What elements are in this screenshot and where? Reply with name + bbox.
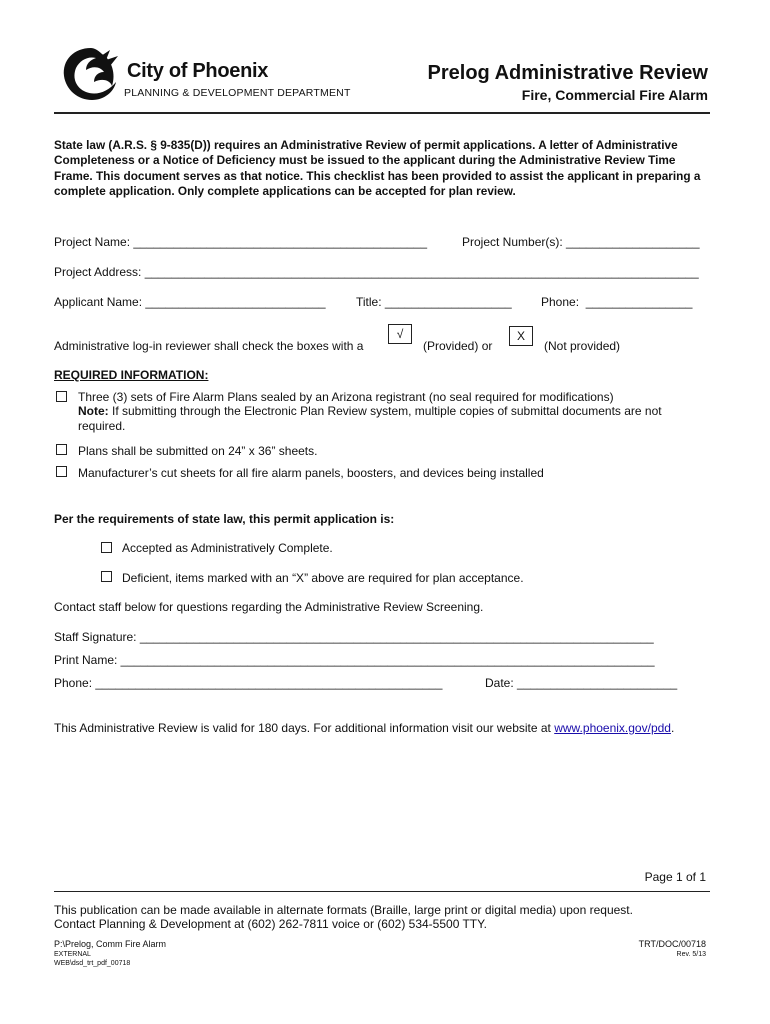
applicant-name-field[interactable]: Applicant Name: ___________________________ (54, 295, 326, 309)
web-path: WEB\dsd_trt_pdf_00718 (54, 960, 131, 967)
validity-end: . (670, 721, 675, 735)
org-name: City of Phoenix (127, 60, 269, 82)
validity-text: This Administrative Review is valid for 180 days. For additional information visit our website at (54, 721, 555, 735)
project-address-field[interactable]: Project Address: ___________________________________________________________________________________ (54, 265, 699, 279)
required-item-1-text: Three (3) sets of Fire Alarm Plans sealed by an Arizona registrant (no seal required for modifications) (78, 390, 614, 404)
accepted-label: Accepted as Administratively Complete. (122, 541, 333, 555)
validity-statement (54, 721, 674, 735)
required-item-2-checkbox[interactable] (56, 444, 67, 455)
publication-notice-line-1: This publication can be made available in alternate formats (Braille, large print or digital media) upon request. (54, 903, 633, 917)
contact-staff-text: Contact staff below for questions regarding the Administrative Review Screening. (54, 600, 484, 614)
note-text: If submitting through the Electronic Plan Review system, multiple copies of submittal documents are not required. (78, 404, 662, 433)
publication-notice-line-2: Contact Planning & Development at (602) 262-7811 voice or (602) 534-5500 TTY. (54, 917, 487, 931)
header-divider (54, 112, 710, 114)
provided-label: (Provided) or (423, 339, 493, 353)
required-information-heading: REQUIRED INFORMATION: (54, 368, 209, 382)
phoenix-bird-logo-icon (58, 44, 124, 104)
determination-heading: Per the requirements of state law, this permit application is: (54, 512, 395, 526)
reviewer-instruction: Administrative log-in reviewer shall check the boxes with a (54, 339, 364, 353)
title-field[interactable]: Title: ___________________ (356, 295, 512, 309)
required-item-2-text: Plans shall be submitted on 24” x 36” sheets. (78, 444, 318, 458)
document-subtitle: Fire, Commercial Fire Alarm (521, 87, 708, 103)
x-sample-box: X (509, 326, 533, 346)
document-title: Prelog Administrative Review (427, 62, 708, 84)
document-code: TRT/DOC/00718 (638, 939, 706, 949)
note-label: Note: (78, 404, 109, 418)
file-path: P:\Prelog, Comm Fire Alarm (54, 939, 167, 949)
required-item-1-checkbox[interactable] (56, 391, 67, 402)
not-provided-label: (Not provided) (544, 339, 621, 353)
department-name: PLANNING & DEVELOPMENT DEPARTMENT (124, 87, 351, 99)
accepted-checkbox[interactable] (101, 542, 112, 553)
required-item-3-text: Manufacturer’s cut sheets for all fire alarm panels, boosters, and devices being installed (78, 466, 544, 480)
revision-label: Rev. 5/13 (676, 951, 706, 958)
deficient-label: Deficient, items marked with an “X” above are required for plan acceptance. (122, 571, 524, 585)
project-number-field[interactable]: Project Number(s): ____________________ (462, 235, 700, 249)
external-label: EXTERNAL (54, 951, 91, 958)
project-name-field[interactable]: Project Name: ____________________________________________ (54, 235, 428, 249)
required-item-1-note (78, 404, 708, 434)
deficient-checkbox[interactable] (101, 571, 112, 582)
pdd-website-link[interactable]: www.phoenix.gov/pdd (554, 721, 671, 735)
date-field[interactable]: Date: ________________________ (485, 676, 678, 690)
intro-paragraph: State law (A.R.S. § 9-835(D)) requires an Administrative Review of permit applications. A letter of Administrative Completeness or a Notice of Deficiency must be issued to the applicant during the Administrative Review Time Frame. This document serves as that notice. This checklist has been provided to assist the applicant in preparing a complete application. Only complete applications can be accepted for plan review. (54, 138, 701, 199)
required-item-3-checkbox[interactable] (56, 466, 67, 477)
phone-field[interactable]: Phone: ________________ (541, 295, 693, 309)
page-number: Page 1 of 1 (644, 870, 706, 884)
footer-divider (54, 891, 710, 892)
staff-phone-field[interactable]: Phone: ____________________________________________________ (54, 676, 443, 690)
print-name-field[interactable]: Print Name: ________________________________________________________________________________ (54, 653, 655, 667)
staff-signature-field[interactable]: Staff Signature: _____________________________________________________________________________ (54, 630, 654, 644)
checkmark-sample-box: √ (388, 324, 412, 344)
